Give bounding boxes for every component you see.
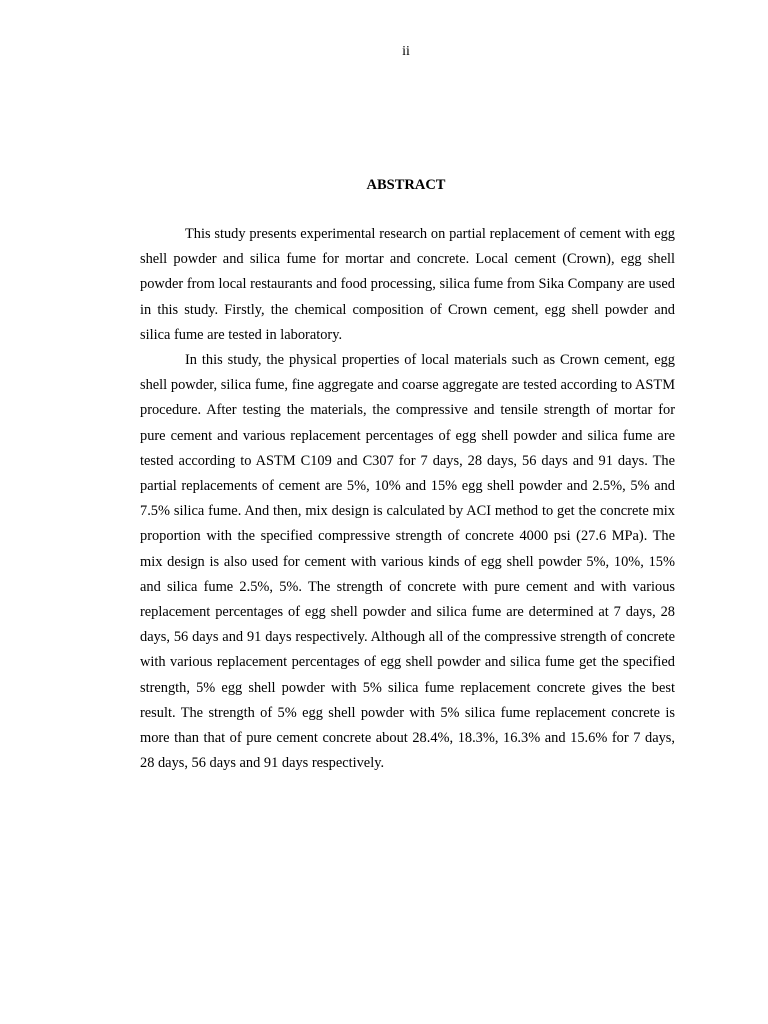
abstract-paragraph-2: In this study, the physical properties of local materials such as Crown cement, egg shell powder, silica fume, fine aggregate and coarse aggregate are tested according to ASTM procedure. After testing the materials, the compressive and tensile strength of mortar for pure cement and various replacement percentages of egg shell powder and silica fume are tested according to ASTM C109 and C307 for 7 days, 28 days, 56 days and 91 days. The partial replacements of cement are 5%, 10% and 15% egg shell powder and 2.5%, 5% and 7.5% silica fume. And then, mix design is calculated by ACI method to get the concrete mix proportion with the specified compressive strength of concrete 4000 psi (27.6 MPa). The mix design is also used for cement with various kinds of egg shell powder 5%, 10%, 15% and silica fume 2.5%, 5%. The strength of concrete with pure cement and with various replacement percentages of egg shell powder and silica fume are determined at 7 days, 28 days, 56 days and 91 days respectively. Although all of the compressive strength of concrete with various replacement percentages of egg shell powder and silica fume get the specified strength, 5% egg shell powder with 5% silica fume replacement concrete gives the best result. The strength of 5% egg shell powder with 5% silica fume replacement concrete is more than that of pure cement concrete about 28.4%, 18.3%, 16.3% and 15.6% for 7 days, 28 days, 56 days and 91 days respectively.	[140, 352, 675, 772]
page-number: ii	[402, 44, 410, 59]
abstract-body	[140, 222, 675, 776]
abstract-paragraph-1: This study presents experimental research on partial replacement of cement with egg shell powder and silica fume for mortar and concrete. Local cement (Crown), egg shell powder from local restaurants and food processing, silica fume from Sika Company are used in this study. Firstly, the chemical composition of Crown cement, egg shell powder and silica fume are tested in laboratory.	[140, 226, 675, 343]
abstract-heading: ABSTRACT	[366, 177, 446, 193]
